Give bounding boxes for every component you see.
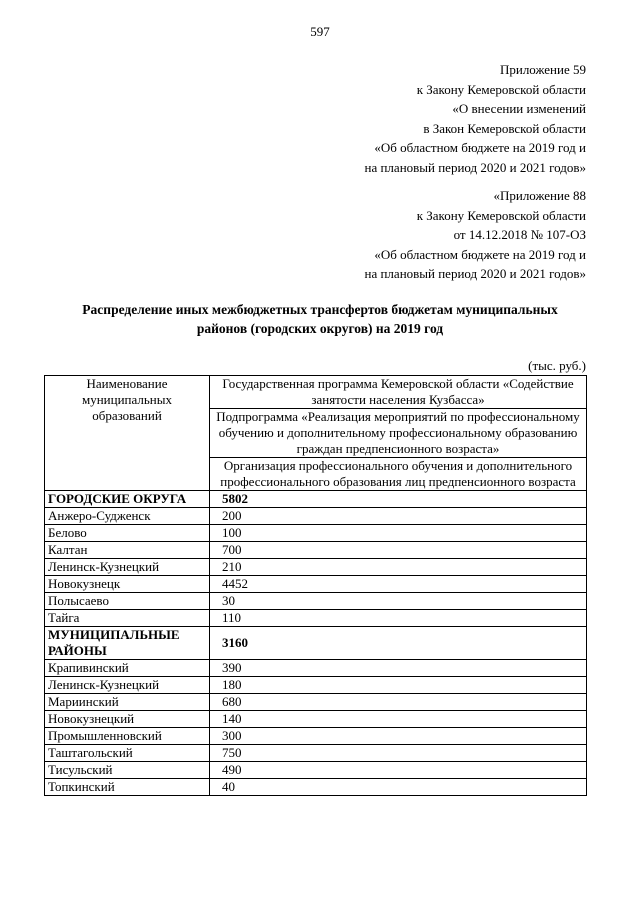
transfer-amount-cell: 680 bbox=[210, 694, 587, 711]
transfer-amount-cell: 210 bbox=[210, 559, 587, 576]
table-row bbox=[45, 508, 587, 525]
table-header-row bbox=[45, 376, 587, 409]
appendix-88-line: к Закону Кемеровской области bbox=[416, 207, 586, 223]
appendix-59-line: Приложение 59 bbox=[499, 62, 586, 77]
header-state-program: Государственная программа Кемеровской области «Содействие занятости населения Кузбасса» bbox=[210, 376, 587, 409]
transfer-amount-cell: 110 bbox=[210, 610, 587, 627]
municipality-name-cell: МУНИЦИПАЛЬНЫЕ РАЙОНЫ bbox=[45, 627, 210, 660]
table-row bbox=[45, 576, 587, 593]
municipality-name-cell: Белово bbox=[45, 525, 210, 542]
document-title bbox=[50, 300, 590, 338]
transfer-amount-cell: 4452 bbox=[210, 576, 587, 593]
appendix-88-line: на плановый период 2020 и 2021 годов» bbox=[364, 266, 586, 281]
municipality-name-cell: Мариинский bbox=[45, 694, 210, 711]
table-row bbox=[45, 694, 587, 711]
table-group-row bbox=[45, 627, 587, 660]
table-row bbox=[45, 610, 587, 627]
table-group-row bbox=[45, 491, 587, 508]
appendix-88-line: «Об областном бюджете на 2019 год и bbox=[374, 246, 586, 262]
municipality-name-cell: Крапивинский bbox=[45, 660, 210, 677]
municipality-name-cell: Новокузнецк bbox=[45, 576, 210, 593]
table-row bbox=[45, 593, 587, 610]
transfer-amount-cell: 30 bbox=[210, 593, 587, 610]
page-number: 597 bbox=[310, 24, 330, 39]
document-title-line: Распределение иных межбюджетных трансфертов бюджетам муниципальных bbox=[82, 302, 558, 317]
municipality-name-cell: Калтан bbox=[45, 542, 210, 559]
header-municipality-name: Наименование муниципальных образований bbox=[45, 376, 210, 491]
appendix-88-note bbox=[365, 186, 587, 284]
document-title-line: районов (городских округов) на 2019 год bbox=[196, 321, 444, 336]
appendix-59-note bbox=[365, 60, 587, 177]
transfer-amount-cell: 40 bbox=[210, 779, 587, 796]
appendix-59-line: «О внесении изменений bbox=[452, 101, 586, 116]
header-subprogram: Подпрограмма «Реализация мероприятий по профессиональному обучению и дополнительному профессиональному образованию граждан предпенсионного возраста» bbox=[210, 409, 587, 458]
appendix-59-line: к Закону Кемеровской области bbox=[416, 81, 586, 97]
transfer-amount-cell: 100 bbox=[210, 525, 587, 542]
transfer-amount-cell: 140 bbox=[210, 711, 587, 728]
header-measure: Организация профессионального обучения и дополнительного профессионального образования лиц предпенсионного возраста bbox=[210, 458, 587, 491]
table-row bbox=[45, 660, 587, 677]
municipality-name-cell: Ленинск-Кузнецкий bbox=[45, 677, 210, 694]
transfer-amount-cell: 200 bbox=[210, 508, 587, 525]
transfer-amount-cell: 180 bbox=[210, 677, 587, 694]
municipality-name-cell: Топкинский bbox=[45, 779, 210, 796]
transfer-amount-cell: 300 bbox=[210, 728, 587, 745]
municipality-name-cell: Промышленновский bbox=[45, 728, 210, 745]
municipality-name-cell: Анжеро-Судженск bbox=[45, 508, 210, 525]
transfer-amount-cell: 700 bbox=[210, 542, 587, 559]
municipality-name-cell: Таштагольский bbox=[45, 745, 210, 762]
municipality-name-cell: Тисульский bbox=[45, 762, 210, 779]
table-row bbox=[45, 542, 587, 559]
appendix-88-line: от 14.12.2018 № 107-ОЗ bbox=[453, 227, 586, 242]
appendix-59-line: в Закон Кемеровской области bbox=[423, 120, 586, 136]
table-row bbox=[45, 525, 587, 542]
appendix-88-line: «Приложение 88 bbox=[493, 188, 586, 203]
municipality-name-cell: Тайга bbox=[45, 610, 210, 627]
table-row bbox=[45, 728, 587, 745]
table-row bbox=[45, 762, 587, 779]
municipality-name-cell: Новокузнецкий bbox=[45, 711, 210, 728]
municipality-name-cell: Полысаево bbox=[45, 593, 210, 610]
appendix-59-line: на плановый период 2020 и 2021 годов» bbox=[364, 159, 586, 175]
transfer-amount-cell: 390 bbox=[210, 660, 587, 677]
transfer-amount-cell: 490 bbox=[210, 762, 587, 779]
table-row bbox=[45, 779, 587, 796]
transfer-amount-cell: 5802 bbox=[210, 491, 587, 508]
transfers-table bbox=[44, 375, 587, 796]
table-row bbox=[45, 745, 587, 762]
unit-note: (тыс. руб.) bbox=[528, 358, 586, 373]
municipality-name-cell: Ленинск-Кузнецкий bbox=[45, 559, 210, 576]
transfer-amount-cell: 750 bbox=[210, 745, 587, 762]
table-row bbox=[45, 559, 587, 576]
table-row bbox=[45, 677, 587, 694]
appendix-59-line: «Об областном бюджете на 2019 год и bbox=[374, 140, 586, 155]
transfer-amount-cell: 3160 bbox=[210, 627, 587, 660]
table-row bbox=[45, 711, 587, 728]
municipality-name-cell: ГОРОДСКИЕ ОКРУГА bbox=[45, 491, 210, 508]
